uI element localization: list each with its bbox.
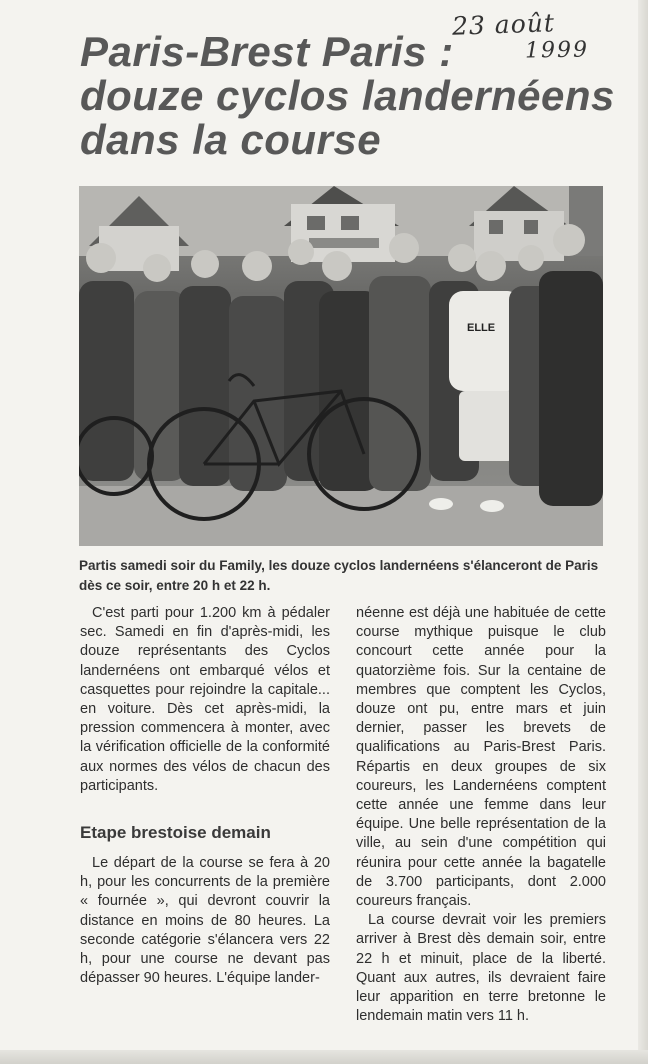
article-subhead: Etape brestoise demain (80, 823, 271, 843)
article-paragraph-3: néenne est déjà une habituée de cette course mythique puisque le club concourt cette année pour la quatorzième fois. Sur la centaine de membres que comptent les Cyclos, douze ont pu, entre mars et juin dernier, passer les brevets de qualifications au Paris-Brest Paris. Répartis en deux groupes de six coureurs, les Landernéens comptent cette année une femme dans leur équipe. Une belle représentation de la ville, au sein d'une compétition qui réunira pour cette année la bagatelle de 3.700 participants, dont 2.000 coureurs français. (356, 605, 606, 910)
headline-line-1: Paris-Brest Paris : (80, 28, 454, 75)
article-paragraph-2: Le départ de la course se fera à 20 h, pour les concurrents de la première « fournée », qui devront couvrir la distance en moins de 80 heures. La seconde catégorie s'élancera vers 22 h, pour une course ne devant pas dépasser 90 heures. L'équipe lander- (80, 855, 330, 987)
headline-line-3: dans la course (80, 116, 382, 163)
article-paragraph-1: C'est parti pour 1.200 km à pédaler sec. Samedi en fin d'après-midi, les douze représentants des Cyclos landernéens ont embarqué vélos et casquettes pour rejoindre la capitale... en voiture. Dès cet après-midi, la pression commencera à monter, avec la vérification officielle de la conformité aux normes des vélos de chacun des participants. (80, 605, 330, 794)
scan-edge-right (638, 0, 648, 1064)
photo-caption: Partis samedi soir du Family, les douze cyclos landernéens s'élanceront de Paris dès ce soir, entre 20 h et 22 h. (79, 558, 599, 593)
article-column-left (80, 604, 330, 988)
article-column-right (356, 604, 606, 1026)
handwritten-year: 1999 (524, 37, 590, 64)
article-paragraph-4: La course devrait voir les premiers arriver à Brest dès demain soir, entre 22 h et minuit, place de la liberté. Quant aux autres, ils devraient faire leur apparition en terre bretonne le lendemain matin vers 11 h. (356, 912, 606, 1025)
team-photo (79, 186, 603, 546)
scan-edge-bottom (0, 1050, 648, 1064)
handwritten-date: 23 août (451, 8, 556, 41)
jersey-text: ELLE (467, 322, 496, 334)
team-photo-illustration (79, 186, 603, 546)
headline-line-2: douze cyclos landernéens (80, 72, 615, 119)
headline (80, 30, 620, 162)
